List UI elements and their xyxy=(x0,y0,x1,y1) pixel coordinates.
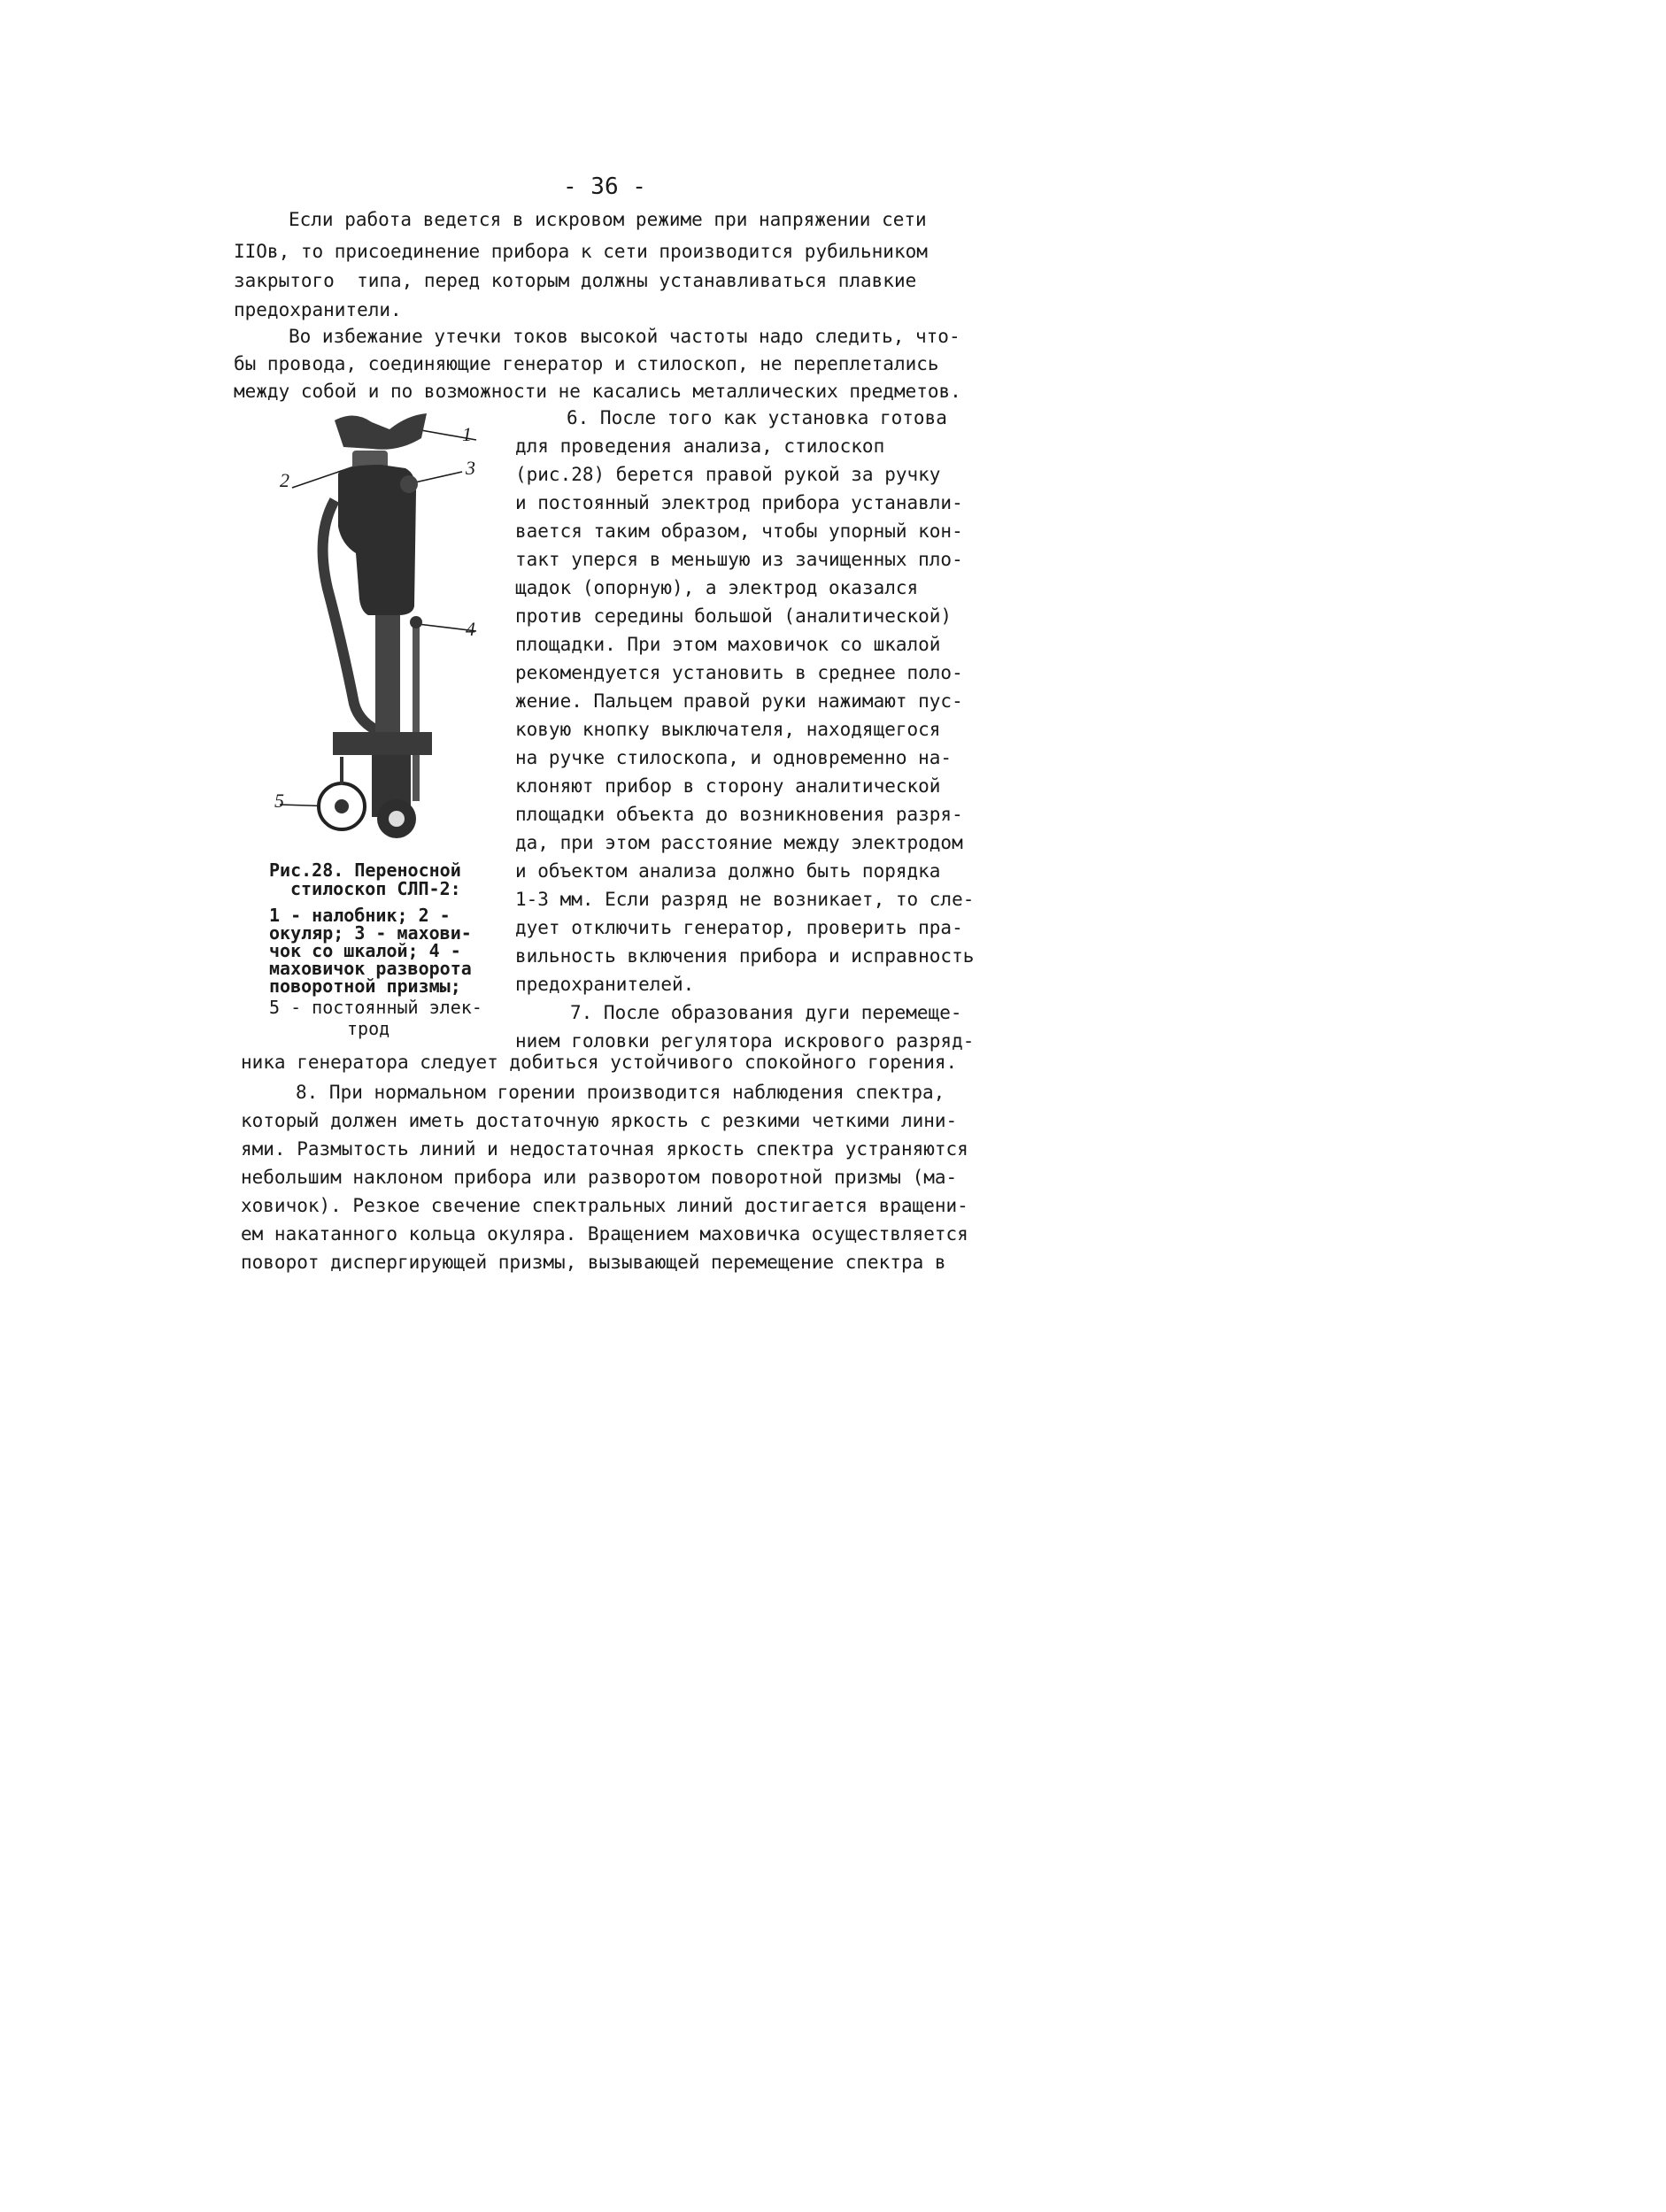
text-line: клоняют прибор в сторону аналитической xyxy=(515,775,941,797)
text-line: вается таким образом, чтобы упорный кон- xyxy=(515,520,963,542)
figure-caption-legend: чок со шкалой; 4 - xyxy=(269,940,461,961)
text-line: такт уперся в меньшую из зачищенных пло- xyxy=(515,549,963,570)
text-line: на ручке стилоскопа, и одновременно на- xyxy=(515,747,953,768)
text-line: ями. Размытость линий и недостаточная яркость спектра устраняются xyxy=(241,1138,968,1160)
figure-label: 2 xyxy=(280,469,289,491)
text-line: и объектом анализа должно быть порядка xyxy=(515,860,941,882)
figure-label: 3 xyxy=(466,457,475,479)
text-line: площадки. При этом маховичок со шкалой xyxy=(515,634,941,655)
text-line: ем накатанного кольца окуляра. Вращением маховичка осуществляется xyxy=(241,1223,968,1245)
text-line: (рис.28) берется правой рукой за ручку xyxy=(515,464,941,485)
text-line: и постоянный электрод прибора устанавли- xyxy=(515,492,963,513)
figure-caption-legend: маховичок разворота xyxy=(269,958,472,979)
text-line: Во избежание утечки токов высокой частоты надо следить, что- xyxy=(289,326,960,347)
handle-block xyxy=(333,732,432,755)
text-line: поворот диспергирующей призмы, вызывающей перемещение спектра в xyxy=(241,1252,946,1273)
figure-caption-legend: окуляр; 3 - махови- xyxy=(269,922,472,944)
text-line: для проведения анализа, стилоскоп xyxy=(515,435,885,457)
text-line: предохранители. xyxy=(234,299,402,320)
text-line: 8. При нормальном горении производится наблюдения спектра, xyxy=(296,1082,945,1103)
text-line: ховичок). Резкое свечение спектральных линий достигается вращени- xyxy=(241,1195,968,1216)
figure-label: 4 xyxy=(466,618,475,640)
text-line: который должен иметь достаточную яркость с резкими четкими лини- xyxy=(241,1110,958,1131)
figure-caption-legend: поворотной призмы; xyxy=(269,975,461,997)
forehead-pad xyxy=(335,413,427,450)
text-line: жение. Пальцем правой руки нажимают пус- xyxy=(515,690,963,712)
text-line: 1-3 мм. Если разряд не возникает, то сле- xyxy=(515,889,975,910)
text-line: нием головки регулятора искрового разряд- xyxy=(515,1030,975,1052)
text-line: вильность включения прибора и исправность xyxy=(515,945,975,967)
text-line: между собой и по возможности не касались металлических предметов. xyxy=(234,381,961,402)
figure-caption-legend: 1 - налобник; 2 - xyxy=(269,905,451,926)
text-line: Если работа ведется в искровом режиме при напряжении сети xyxy=(289,209,927,230)
text-line: 7. После образования дуги перемеще- xyxy=(570,1002,962,1023)
figure-caption-title: Рис.28. Переносной xyxy=(269,859,461,881)
text-line: закрытого типа, перед которым должны устанавливаться плавкие xyxy=(234,270,917,291)
figure-label: 1 xyxy=(462,423,472,445)
text-line: да, при этом расстояние между электродом xyxy=(515,832,963,853)
figure-caption-legend: трод xyxy=(347,1018,390,1039)
figure-caption-legend: 5 - постоянный элек- xyxy=(269,997,482,1018)
figure-label: 5 xyxy=(274,790,284,812)
text-line: бы провода, соединяющие генератор и стилоскоп, не переплетались xyxy=(234,353,939,374)
scale-handwheel xyxy=(400,475,418,493)
page-number: - 36 - xyxy=(563,173,646,200)
text-line: дует отключить генератор, проверить пра- xyxy=(515,917,963,938)
text-line: ковую кнопку выключателя, находящегося xyxy=(515,719,941,740)
text-line: площадки объекта до возникновения разря- xyxy=(515,804,963,825)
figure-caption-title: стилоскоп СЛП-2: xyxy=(290,878,461,899)
prism-handwheel xyxy=(410,616,422,628)
text-line: рекомендуется установить в среднее поло- xyxy=(515,662,963,683)
text-line: небольшим наклоном прибора или разворотом поворотной призмы (ма- xyxy=(241,1167,958,1188)
text-line: 6. После того как установка готова xyxy=(567,407,947,428)
text-line: IIOв, то присоединение прибора к сети производится рубильником xyxy=(234,241,928,262)
text-line: против середины большой (аналитической) xyxy=(515,605,953,627)
text-line: предохранителей. xyxy=(515,974,695,995)
text-line: ника генератора следует добиться устойчивого спокойного горения. xyxy=(241,1052,958,1073)
prism-rod xyxy=(413,624,420,801)
text-line: щадок (опорную), а электрод оказался xyxy=(515,577,919,598)
